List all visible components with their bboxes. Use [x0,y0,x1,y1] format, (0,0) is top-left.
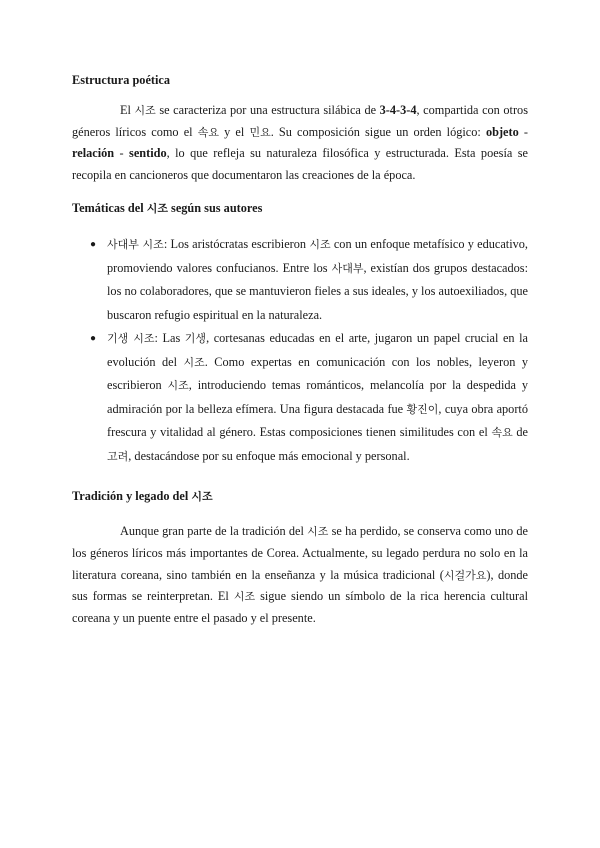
text-run: de [512,425,528,440]
korean-term: 사대부 시조 [107,238,164,252]
korean-term: 속요 [197,125,219,139]
text-run: , existían dos grupos destacados: los no colaboradores, que se mantuvieron fieles a sus ideales, y los autoexiliados, que buscaron refugio espiritual en la naturaleza. [107,260,529,322]
text-run: : Las [154,331,185,346]
list-item-text [107,331,528,463]
section-estructura [72,70,528,186]
text-run: El [120,103,135,117]
korean-term: 민요 [249,125,271,139]
korean-term: 황진이 [406,402,439,416]
document-content [72,70,528,639]
bullet-icon: ● [90,239,97,251]
bold-term: 3-4-3-4 [379,103,417,117]
korean-term: 시걸가요 [443,568,487,582]
text-run: , cortesanas educadas en el arte, jugaron un papel crucial en la evolución del [107,331,528,369]
text-run: - [518,124,528,139]
korean-term: 고려 [107,449,129,463]
text-run: se ha perdido, se conserva como uno de los géneros líricos más importantes de Corea. Actualmente, su legado perdura no solo en la literatura coreana, sino también en la enseñanza y la música tradicional ( [72,524,528,582]
bullet-icon: ● [90,333,97,345]
text-run: . Su composición sigue un orden lógico: [270,124,486,139]
paragraph-tradicion [72,521,528,629]
text-run: Aunque gran parte de la tradición del [120,524,308,539]
korean-term: 시조 [233,590,256,604]
text-run: Temáticas del [72,201,147,216]
tematicas-list [72,233,528,468]
section-tematicas [72,198,528,468]
korean-term: 시조 [309,238,331,252]
text-run: . Como expertas en comunicación con los nobles, leyeron y escribieron [107,354,528,393]
list-item-sadaebu [72,233,528,327]
korean-term: 시조 [307,525,329,539]
korean-term: 시조 [191,490,213,504]
text-run: , destacándose por su enfoque más emocional y personal. [128,448,410,463]
text-run: , compartida con otros géneros líricos como el [72,103,528,139]
bold-term: objeto [485,124,519,139]
text-run: ), donde sus formas se reinterpretan. El [72,567,528,604]
paragraph-estructura [72,100,528,186]
text-run: : Los aristócratas escribieron [163,237,310,252]
text-run: Tradición y legado del [72,489,192,504]
heading-tradicion [72,486,528,507]
list-item-gisaeng [72,327,528,468]
korean-term: 시조 [146,202,168,216]
korean-term: 속요 [491,426,513,440]
section-tradicion [72,486,528,629]
korean-term: 시조 [167,379,189,393]
list-item-text [107,237,528,322]
text-run: , cuya obra aportó frescura y vitalidad al género. Estas composiciones tienen similitudes con el [107,401,528,440]
text-run: sigue siendo un símbolo de la rica herencia cultural coreana y un puente entre el pasado y el presente. [72,589,529,625]
korean-term: 시조 [183,355,205,369]
text-run: , lo que refleja su naturaleza filosófica y estructurada. Esta poesía se recopila en cancioneros que documentaron las creaciones de la época. [72,146,528,182]
korean-term: 기생 시조 [107,332,155,346]
heading-tematicas [72,198,528,219]
text-run: , introduciendo temas románticos, melancolía por la despedida y admiración por la belleza efímera. Una figura destacada fue [107,378,528,416]
text-run: se caracteriza por una estructura silábica de [155,103,380,117]
korean-term: 사대부 [331,261,364,275]
text-run: según sus autores [167,201,263,216]
korean-term: 기생 [184,332,207,346]
korean-term: 시조 [134,104,156,117]
text-run: - [114,146,130,161]
bold-term: sentido [129,146,167,161]
heading-estructura-poetica: Estructura poética [72,73,171,87]
text-run: y el [219,124,250,139]
text-run: con un enfoque metafísico y educativo, promoviendo valores confucianos. Entre los [107,237,528,275]
bold-term: relación [72,146,115,161]
